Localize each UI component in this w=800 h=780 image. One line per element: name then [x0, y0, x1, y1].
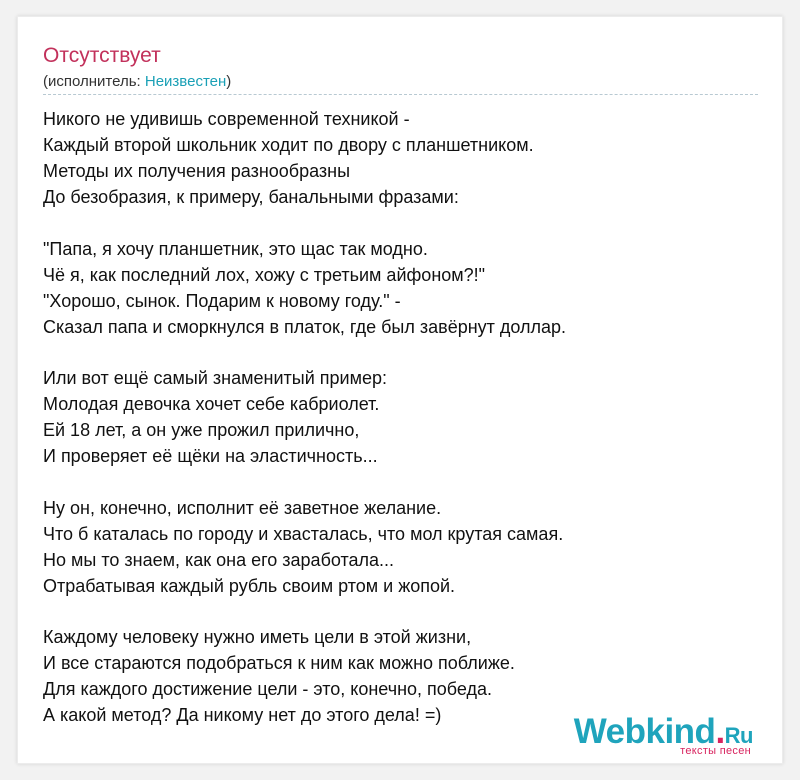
lyrics-line: И проверяет её щёки на эластичность... — [43, 446, 378, 466]
logo-tld: Ru — [724, 723, 753, 748]
lyrics-line: Каждому человеку нужно иметь цели в этой жизни, — [43, 627, 472, 647]
lyrics-stanza — [43, 365, 758, 469]
lyrics-line: Отрабатывая каждый рубль своим ртом и жопой. — [43, 575, 456, 596]
lyrics-line: А какой метод? Да никому нет до этого дела! =) — [43, 705, 442, 725]
lyrics-text — [43, 106, 758, 754]
lyrics-line: До безобразия, к примеру, банальными фразами: — [43, 187, 459, 207]
artist-link[interactable]: Неизвестен — [144, 73, 227, 90]
logo-word: Webkind — [573, 712, 716, 751]
lyrics-line: Чё я, как последний лох, хожу с третьим айфоном?!" — [43, 264, 486, 285]
song-title: Отсутствует — [43, 44, 161, 67]
lyrics-line: Молодая девочка хочет себе кабриолет. — [43, 394, 380, 414]
logo-dot: . — [715, 712, 725, 751]
lyrics-line: "Папа, я хочу планшетник, это щас так модно. — [43, 238, 428, 259]
lyrics-stanza — [43, 495, 758, 599]
artist-suffix: ) — [226, 73, 232, 90]
webkind-logo[interactable] — [574, 713, 753, 755]
artist-line — [43, 73, 231, 91]
lyrics-line: Или вот ещё самый знаменитый пример: — [43, 368, 387, 388]
lyrics-line: Методы их получения разнообразны — [43, 161, 351, 181]
lyrics-line: Что б каталась по городу и хвасталась, что мол крутая самая. — [43, 523, 564, 544]
lyrics-line: И все стараются подобраться к ним как можно поближе. — [43, 653, 515, 673]
lyrics-stanza — [43, 236, 758, 340]
lyrics-line: Сказал папа и сморкнулся в платок, где был завёрнут доллар. — [43, 316, 567, 337]
lyrics-line: Ну он, конечно, исполнит её заветное желание. — [43, 497, 442, 518]
lyrics-line: "Хорошо, сынок. Подарим к новому году." - — [43, 290, 401, 311]
header-divider — [43, 94, 758, 95]
artist-prefix: (исполнитель: — [43, 73, 145, 90]
logo-tagline: тексты песен — [680, 745, 751, 757]
lyrics-line: Для каждого достижение цели - это, конечно, победа. — [43, 679, 493, 699]
lyrics-card — [17, 16, 783, 764]
lyrics-line: Ей 18 лет, а он уже прожил прилично, — [43, 420, 360, 440]
lyrics-stanza — [43, 106, 758, 210]
lyrics-line: Каждый второй школьник ходит по двору с планшетником. — [43, 135, 534, 155]
lyrics-line: Но мы то знаем, как она его заработала... — [43, 549, 395, 570]
lyrics-line: Никого не удивишь современной техникой - — [43, 109, 410, 129]
